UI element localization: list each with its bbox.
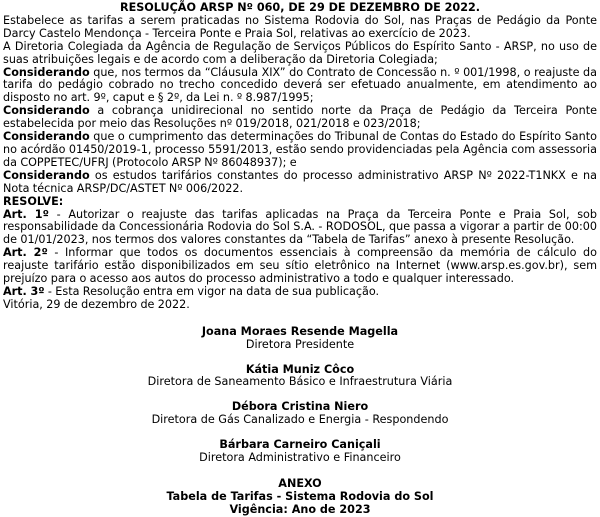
signatory-role: Diretora Administrativo e Financeiro (199, 451, 401, 465)
signatory-role: Diretora de Saneamento Básico e Infraestrutura Viária (147, 375, 453, 389)
annex-validity: Vigência: Ano de 2023 (229, 502, 371, 516)
considerando-text: que o cumprimento das determinações do Tribunal de Contas do Estado do Espírito Santo no acórdão 01450/2019-1, processo 5591/2013, estão sendo providenciadas pela Agência com assessoria da COPPETEC/UFRJ (Protocolo ARSP Nº 86048937); e (3, 130, 597, 169)
considerando-label: Considerando (3, 65, 90, 79)
resolution-title: RESOLUÇÃO ARSP Nº 060, DE 29 DE DEZEMBRO DE 2022. (119, 1, 481, 14)
article-label: Art. 3º (3, 284, 45, 298)
article-paragraph (3, 286, 597, 299)
signature-block (3, 326, 597, 352)
considerando-text: os estudos tarifários constantes do processo administrativo ARSP Nº 2022-T1NKX e na Nota técnica ARSP/DC/ASTET Nº 006/2022. (3, 168, 597, 195)
preamble-paragraph: A Diretoria Colegiada da Agência de Regulação de Serviços Públicos do Espírito Santo - ARSP, no uso de suas atribuições legais e de acordo com a deliberação da Diretoria Colegiada; (3, 39, 597, 66)
considerando-label: Considerando (3, 104, 90, 118)
signatory-name: Joana Moraes Resende Magella (201, 324, 399, 338)
article-paragraph (3, 247, 597, 286)
article-text: - Autorizar o reajuste das tarifas aplicadas na Praça da Terceira Ponte e Praia Sol, sob responsabilidade da Concessionária Rodovia do Sol S.A. - RODOSOL, que passa a vigorar a partir de 00:00 de 01/01/2023, nos termos dos valores constantes da “Tabela de Tarifas” anexo à presente Resolução. (3, 207, 598, 247)
resolve-label: RESOLVE: (3, 194, 64, 208)
considerando-paragraph (3, 105, 597, 131)
signatory-name: Débora Cristina Niero (231, 400, 369, 414)
annex-table-title: Tabela de Tarifas - Sistema Rodovia do Sol (166, 489, 434, 503)
annex-heading-block (3, 478, 597, 517)
considerando-paragraph (3, 170, 597, 196)
considerando-label: Considerando (3, 130, 90, 144)
signature-block (3, 364, 597, 390)
signatory-role: Diretora Presidente (245, 337, 355, 351)
signatory-name: Bárbara Carneiro Caniçali (219, 438, 381, 452)
considerando-text: que, nos termos da “Cláusula XIX” do Contrato de Concessão n. º 001/1998, o reajuste da tarifa do pedágio cobrado no trecho concedido deverá ser efetuado anualmente, em atendimento ao disposto no art. 9º, caput e § 2º, da Lei n. º 8.987/1995; (3, 65, 597, 105)
article-label: Art. 1º (3, 207, 49, 221)
considerando-paragraph (3, 67, 597, 106)
signature-block (3, 439, 597, 465)
considerando-text: a cobrança unidirecional no sentido norte da Praça de Pedágio da Terceira Ponte estabelecida por meio das Resoluções nº 019/2018, 021/2018 e 023/2018; (3, 104, 597, 131)
annex-heading: ANEXO (278, 477, 322, 490)
signatory-name: Kátia Muniz Côco (245, 362, 355, 376)
article-paragraph (3, 209, 597, 248)
considerando-paragraph (3, 131, 597, 170)
article-text: - Informar que todos os documentos essenciais à compreensão da memória de cálculo do reajuste tarifário estão disponibilizados em seu sítio eletrônico na Internet (www.arsp.es.gov.br), sem prejuízo para o acesso aos autos do processo administrativo a todo e qualquer interessado. (3, 246, 598, 286)
signatory-role: Diretora de Gás Canalizado e Energia - Respondendo (151, 413, 449, 427)
resolution-summary: Estabelece as tarifas a serem praticadas no Sistema Rodovia do Sol, nas Praças de Pedágio da Ponte Darcy Castelo Mendonça - Terceira Ponte e Praia Sol, relativas ao exercício de 2023. (3, 13, 597, 40)
considerando-label: Considerando (3, 168, 90, 182)
signature-block (3, 401, 597, 427)
place-date: Vitória, 29 de dezembro de 2022. (3, 297, 190, 311)
article-label: Art. 2º (3, 246, 48, 260)
article-text: - Esta Resolução entra em vigor na data de sua publicação. (44, 284, 380, 298)
